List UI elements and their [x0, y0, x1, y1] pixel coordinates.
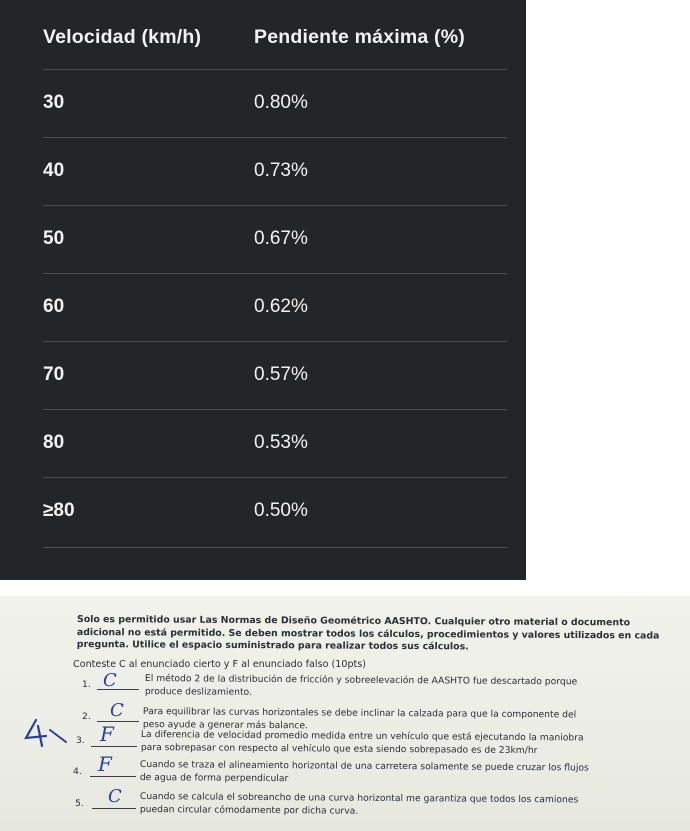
scanned-exam-page [0, 596, 690, 831]
speed-cell: 80 [43, 432, 65, 453]
question-text: Cuando se calcula el sobreancho de una curva horizontal me garantiza que todos los camiones puedan circular cómodamente por dicha curva. [139, 791, 579, 817]
table-row [43, 137, 507, 205]
pen-mark-icon [22, 716, 68, 752]
answer-handwritten: F [98, 752, 112, 776]
question-text: Cuando se traza el alineamiento horizontal de una carretera solamente se puede cruzar los flujos de agua de forma perpendicular [139, 759, 589, 784]
answer-blank[interactable] [90, 776, 136, 777]
question-number: 2. [82, 711, 91, 722]
table-row [43, 477, 507, 545]
slope-cell: 0.53% [254, 432, 308, 453]
speed-cell: 70 [43, 364, 65, 385]
question-number: 1. [82, 679, 91, 690]
answer-handwritten: F [100, 722, 114, 746]
slope-cell: 0.57% [254, 364, 308, 385]
answer-blank[interactable] [92, 808, 136, 809]
speed-cell: ≥80 [43, 500, 75, 521]
speed-cell: 60 [43, 296, 65, 317]
table-row [43, 341, 507, 409]
answer-blank[interactable] [91, 746, 137, 747]
slope-cell: 0.62% [254, 296, 308, 317]
speed-cell: 40 [43, 160, 65, 181]
question-text: El método 2 de la distribución de fricción y sobreelevación de AASHTO fue descartado porque produce deslizamiento. [144, 673, 578, 698]
table-row [43, 409, 507, 477]
divider [43, 547, 507, 548]
slope-cell: 0.80% [254, 92, 308, 113]
exam-intro: Solo es permitido usar Las Normas de Diseño Geométrico AASHTO. Cualquier otro material o documento adicional no está permitido. Se deben mostrar todos los cálculos, procedimientos y valores utilizados en cada pregunta. Utilice el espacio suministrado para realizar todos sus cálculos. [76, 614, 660, 653]
exam-instruction: Conteste C al enunciado cierto y F al enunciado falso (10pts) [73, 659, 367, 670]
speed-cell: 50 [43, 228, 65, 249]
speed-cell: 30 [43, 92, 65, 113]
table-row [43, 69, 507, 137]
table-row [43, 205, 507, 273]
table-row [43, 273, 507, 341]
answer-handwritten: C [103, 670, 117, 691]
margin-mark [22, 716, 68, 752]
question-text: La diferencia de velocidad promedio medida entre un vehículo que está ejecutando la maniobra para sobrepasar con respecto al vehículo que esta siendo sobrepasado es de 23km/hr [140, 729, 584, 756]
question-text: Para equilibrar las curvas horizontales se debe inclinar la calzada para que la componente del peso ayude a generar más balance. [142, 706, 577, 731]
slope-cell: 0.73% [254, 160, 308, 181]
header-max-slope: Pendiente máxima (%) [254, 26, 465, 48]
question-number: 3. [76, 735, 85, 746]
question-number: 4. [73, 766, 82, 777]
slope-cell: 0.67% [254, 228, 308, 249]
slope-cell: 0.50% [254, 500, 308, 521]
question-number: 5. [75, 798, 84, 809]
header-speed: Velocidad (km/h) [43, 26, 202, 48]
table-header [43, 22, 507, 68]
answer-handwritten: C [110, 700, 124, 721]
answer-handwritten: C [108, 786, 122, 807]
